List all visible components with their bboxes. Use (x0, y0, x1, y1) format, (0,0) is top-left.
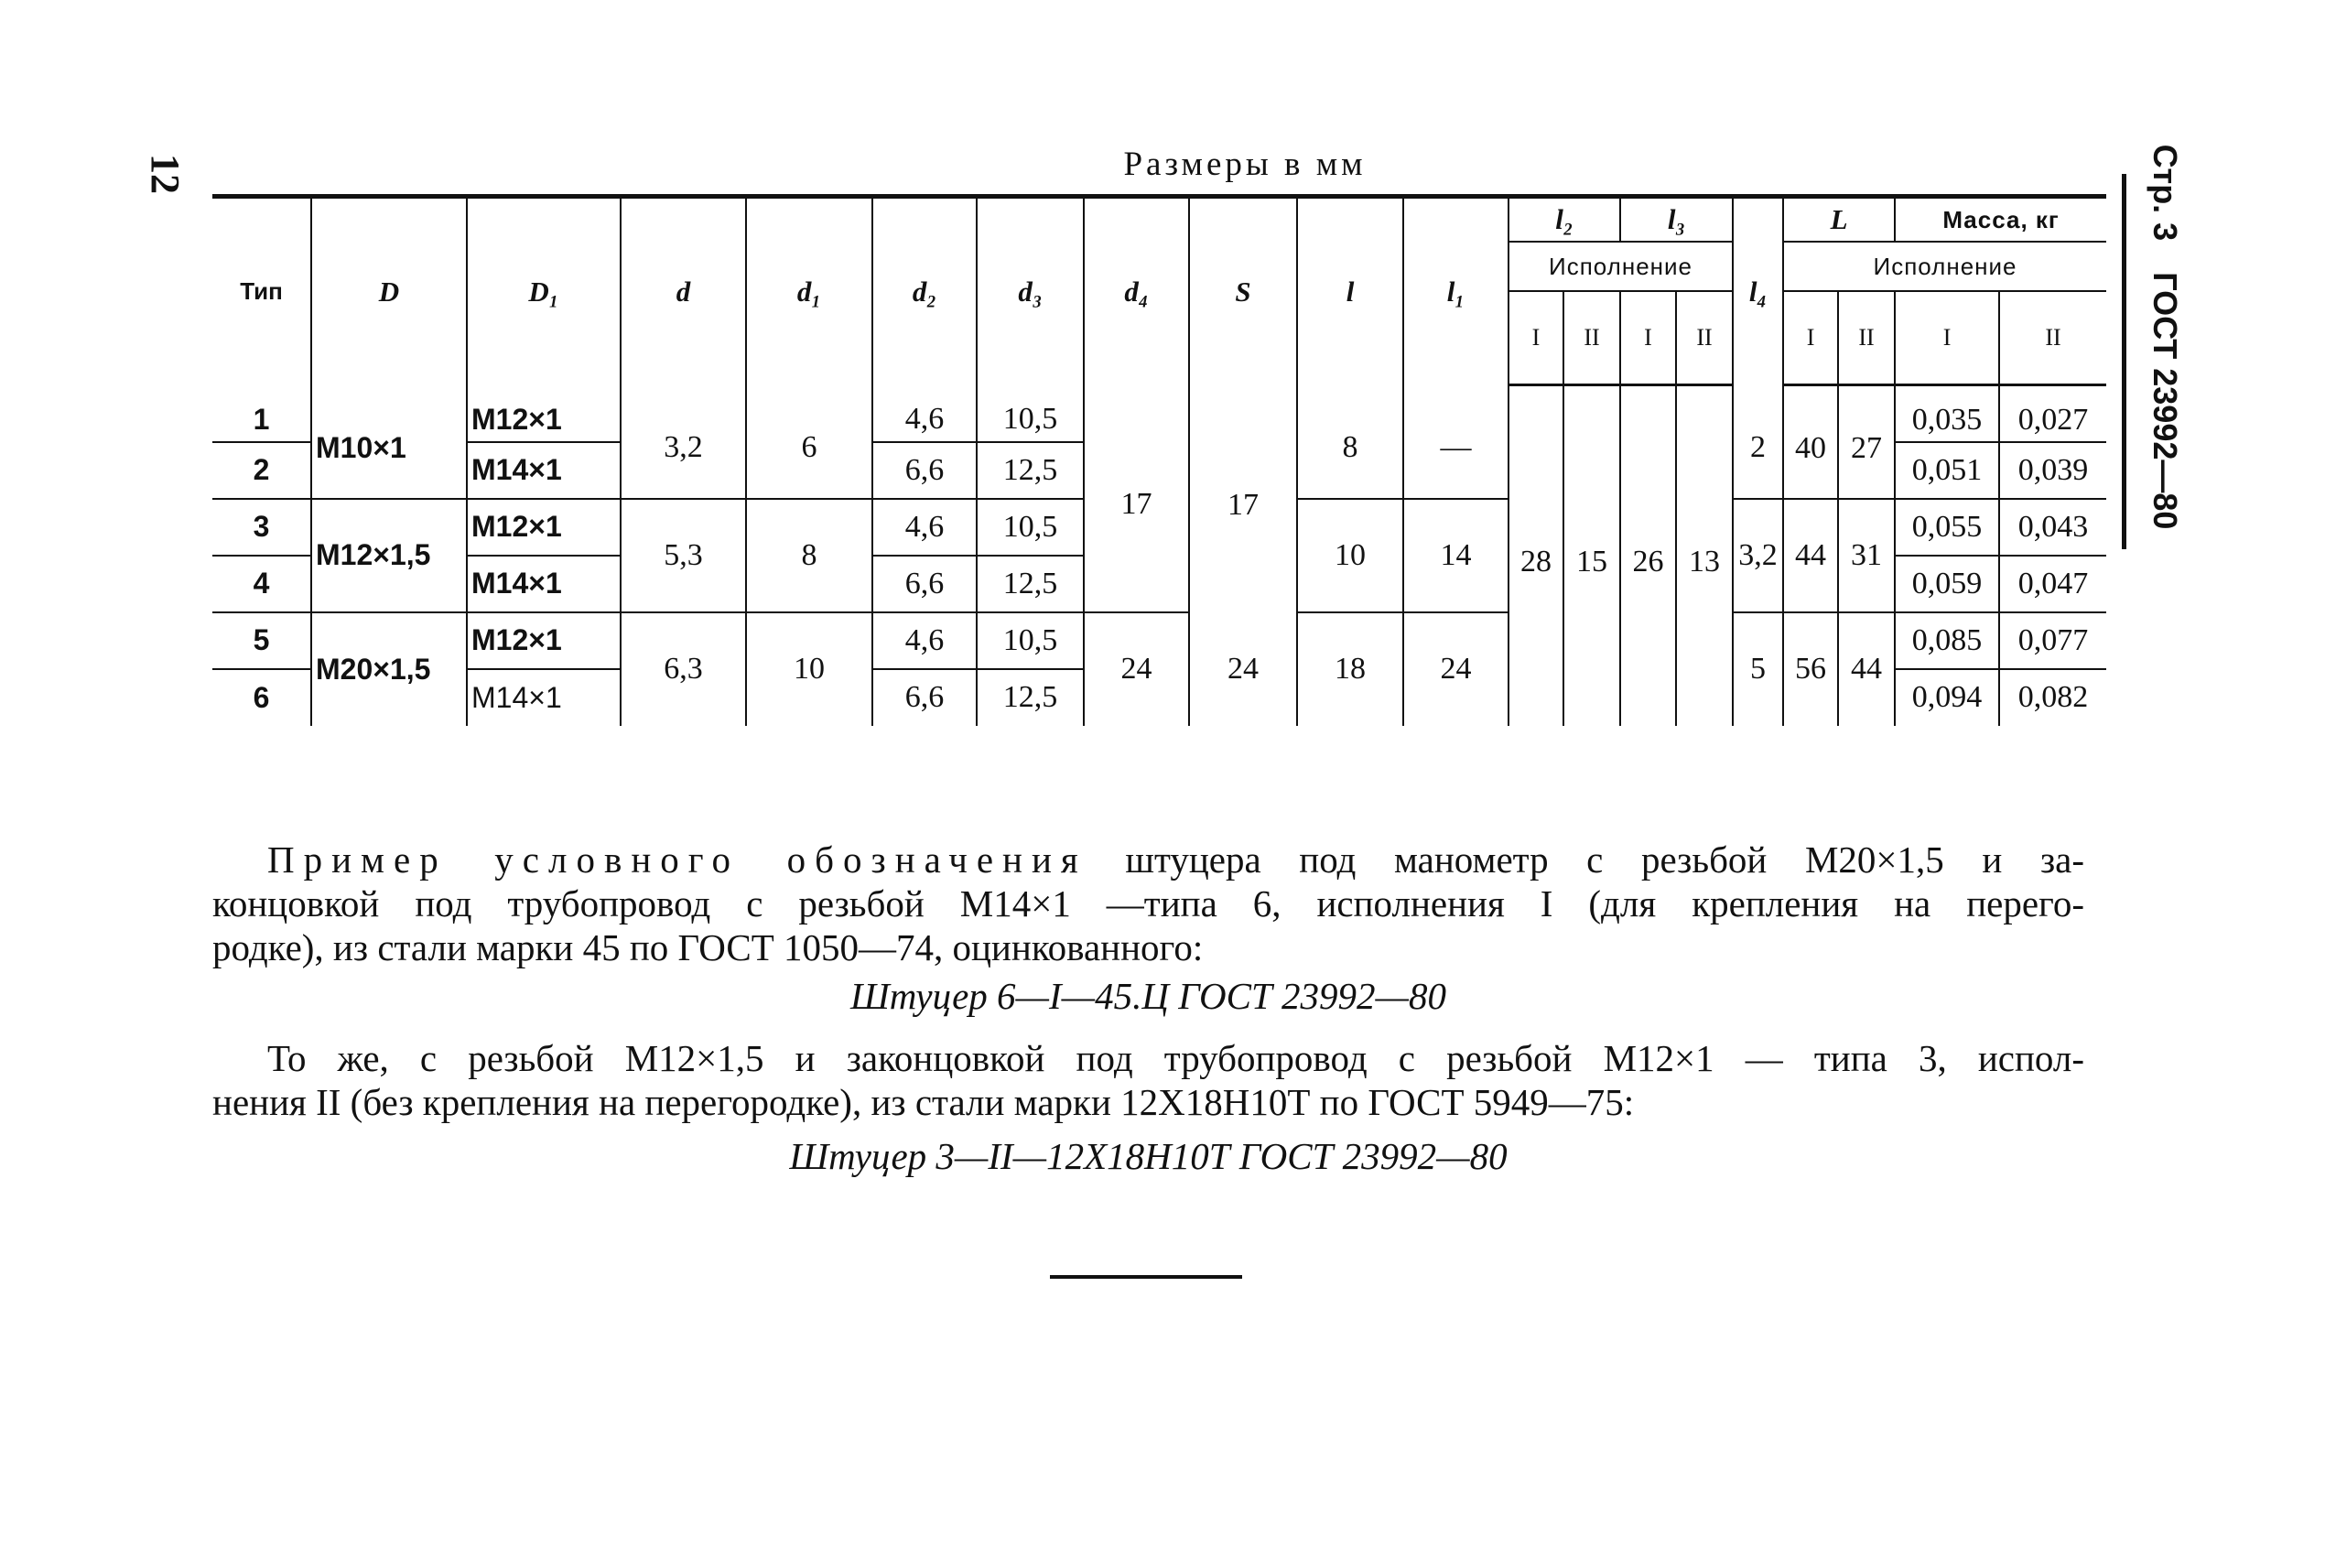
paragraph-1-line-2: концовкой под трубопровод с резьбой M14×1 —типа 6, исполнения I (для крепления на перего- (212, 882, 2084, 925)
dimensions-table (212, 194, 2106, 726)
header-d4: d₄ (1084, 197, 1189, 385)
header-D1: D₁ (467, 197, 621, 385)
mass-I-cell: 0,051 (1895, 442, 1999, 499)
l4-cell: 2 (1733, 385, 1783, 499)
typ-cell: 1 (212, 385, 311, 442)
l-cell: 8 (1297, 385, 1403, 499)
page-ref: Стр. 3 (2147, 144, 2184, 242)
typ-cell: 2 (212, 442, 311, 499)
example-paragraph-1 (212, 838, 2084, 969)
d1-cell: 6 (746, 385, 872, 499)
mass-II-cell: 0,082 (1999, 669, 2106, 726)
header-l2-II: II (1563, 291, 1620, 385)
D1-cell: M12×1 (467, 499, 621, 556)
L-II-cell: 44 (1838, 612, 1895, 726)
D1-cell: M14×1 (467, 442, 621, 499)
table-row (212, 385, 2106, 442)
l1-cell: 14 (1403, 499, 1509, 612)
header-d1: d₁ (746, 197, 872, 385)
d-cell: 6,3 (621, 612, 746, 726)
typ-cell: 3 (212, 499, 311, 556)
paragraph-1-line-3: родке), из стали марки 45 по ГОСТ 1050—74, оцинкованного: (212, 926, 1204, 968)
d4-cell: 17 (1084, 385, 1189, 612)
paragraph-2-line-2: нения II (без крепления на перегородке), из стали марки 12Х18Н10Т по ГОСТ 5949—75: (212, 1081, 1635, 1123)
paragraph-1-lead: Пример условного обозначения (267, 838, 1087, 881)
L-I-cell: 44 (1783, 499, 1838, 612)
mass-II-cell: 0,077 (1999, 612, 2106, 669)
typ-cell: 5 (212, 612, 311, 669)
side-rule (2122, 174, 2126, 549)
mass-II-cell: 0,039 (1999, 442, 2106, 499)
paragraph-1-line-1 (212, 838, 2084, 881)
D1-cell: M12×1 (467, 612, 621, 669)
d3-cell: 10,5 (977, 612, 1084, 669)
d3-cell: 12,5 (977, 442, 1084, 499)
header-l2: l₂ (1509, 197, 1620, 243)
S-cell: 24 (1189, 612, 1297, 726)
designation-2: Штуцер 3—II—12Х18Н10Т ГОСТ 23992—80 (789, 1135, 1508, 1177)
header-l3: l₃ (1620, 197, 1733, 243)
dimensions-title: Размеры в мм (1123, 146, 1367, 183)
l1-cell: 24 (1403, 612, 1509, 726)
L-I-cell: 56 (1783, 612, 1838, 726)
header-L-I: I (1783, 291, 1838, 385)
D1-cell: M14×1 (467, 556, 621, 612)
d2-cell: 6,6 (872, 669, 977, 726)
mass-II-cell: 0,047 (1999, 556, 2106, 612)
l2-II-cell: 15 (1563, 385, 1620, 726)
mass-II-cell: 0,043 (1999, 499, 2106, 556)
D-cell: M12×1,5 (311, 499, 467, 612)
D1-cell: M12×1 (467, 385, 621, 442)
d2-cell: 6,6 (872, 556, 977, 612)
l-cell: 18 (1297, 612, 1403, 726)
d2-cell: 4,6 (872, 499, 977, 556)
header-execution-l: Исполнение (1509, 242, 1733, 291)
standard-ref: ГОСТ 23992—80 (2147, 272, 2184, 530)
header-S: S (1189, 197, 1297, 385)
footer-rule (1050, 1275, 1242, 1279)
l1-cell: — (1403, 385, 1509, 499)
header-L: L (1783, 197, 1895, 243)
header-execution-L: Исполнение (1783, 242, 2106, 291)
header-typ: Тип (212, 197, 311, 385)
example-paragraph-2 (212, 1036, 2084, 1124)
header-l2-I: I (1509, 291, 1563, 385)
header-l: l (1297, 197, 1403, 385)
d-cell: 5,3 (621, 499, 746, 612)
l2-I-cell: 28 (1509, 385, 1563, 726)
mass-II-cell: 0,027 (1999, 385, 2106, 442)
header-mass-II: II (1999, 291, 2106, 385)
mass-I-cell: 0,085 (1895, 612, 1999, 669)
d3-cell: 10,5 (977, 499, 1084, 556)
header-D: D (311, 197, 467, 385)
d3-cell: 12,5 (977, 556, 1084, 612)
d1-cell: 10 (746, 612, 872, 726)
designation-1: Штуцер 6—I—45.Ц ГОСТ 23992—80 (850, 975, 1446, 1017)
d3-cell: 12,5 (977, 669, 1084, 726)
mass-I-cell: 0,035 (1895, 385, 1999, 442)
D-cell: M20×1,5 (311, 612, 467, 726)
typ-cell: 6 (212, 669, 311, 726)
page-number: 12 (143, 154, 188, 194)
header-l3-II: II (1676, 291, 1733, 385)
l3-II-cell: 13 (1676, 385, 1733, 726)
header-mass: Масса, кг (1895, 197, 2106, 243)
d-cell: 3,2 (621, 385, 746, 499)
header-L-II: II (1838, 291, 1895, 385)
mass-I-cell: 0,055 (1895, 499, 1999, 556)
mass-I-cell: 0,059 (1895, 556, 1999, 612)
d4-cell: 24 (1084, 612, 1189, 726)
L-I-cell: 40 (1783, 385, 1838, 499)
d1-cell: 8 (746, 499, 872, 612)
L-II-cell: 31 (1838, 499, 1895, 612)
S-cell: 17 (1189, 385, 1297, 612)
table-row (212, 612, 2106, 669)
header-mass-I: I (1895, 291, 1999, 385)
d2-cell: 4,6 (872, 385, 977, 442)
l4-cell: 5 (1733, 612, 1783, 726)
header-d2: d₂ (872, 197, 977, 385)
L-II-cell: 27 (1838, 385, 1895, 499)
d2-cell: 4,6 (872, 612, 977, 669)
paragraph-1-line-1-rest: штуцера под манометр с резьбой M20×1,5 и за- (1087, 838, 2085, 881)
l3-I-cell: 26 (1620, 385, 1676, 726)
header-d3: d₃ (977, 197, 1084, 385)
l4-cell: 3,2 (1733, 499, 1783, 612)
typ-cell: 4 (212, 556, 311, 612)
side-header (2137, 137, 2192, 558)
d3-cell: 10,5 (977, 385, 1084, 442)
d2-cell: 6,6 (872, 442, 977, 499)
D1-cell: M14×1 (467, 669, 621, 726)
D-cell: M10×1 (311, 385, 467, 499)
header-l3-I: I (1620, 291, 1676, 385)
l-cell: 10 (1297, 499, 1403, 612)
paragraph-2-line-1: То же, с резьбой M12×1,5 и законцовкой под трубопровод с резьбой M12×1 — типа 3, испол- (267, 1037, 2084, 1079)
header-l1: l₁ (1403, 197, 1509, 385)
header-l4: l₄ (1733, 197, 1783, 385)
header-d: d (621, 197, 746, 385)
mass-I-cell: 0,094 (1895, 669, 1999, 726)
